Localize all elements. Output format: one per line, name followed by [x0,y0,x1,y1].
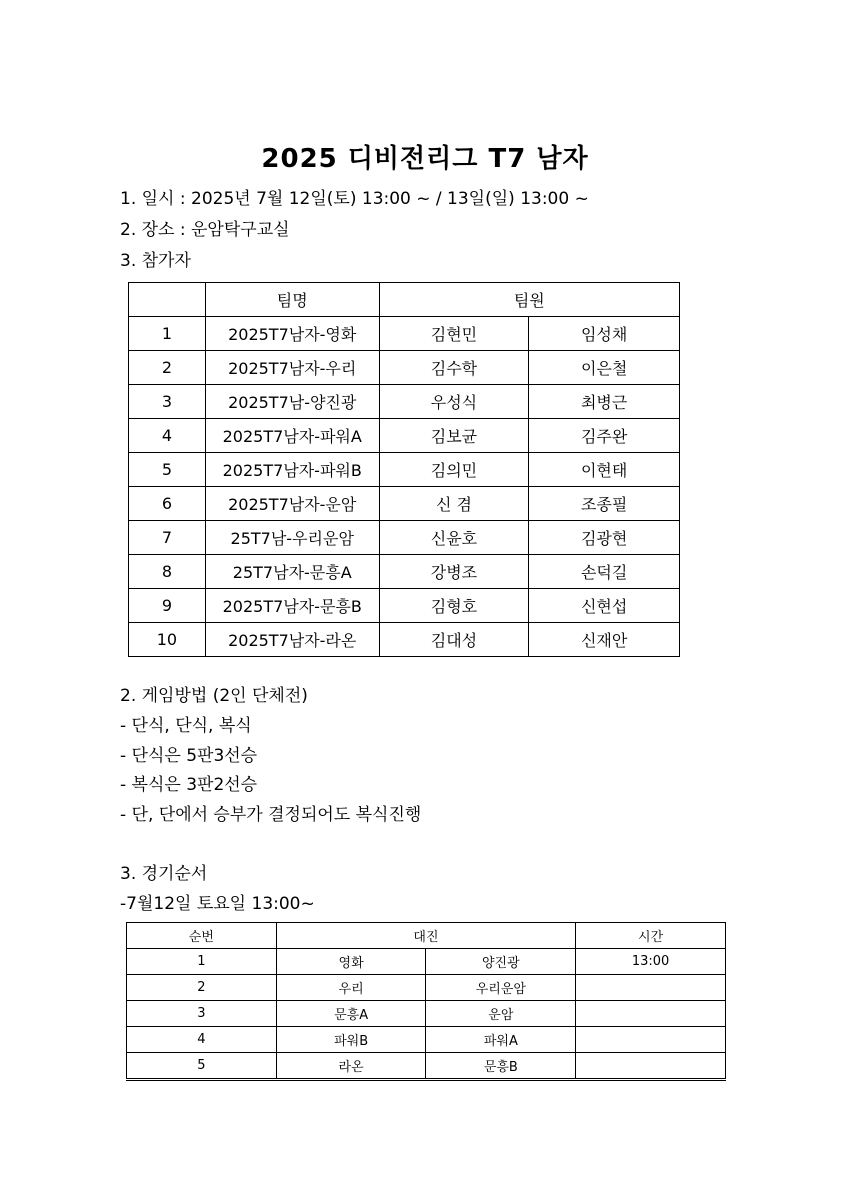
team-member: 조종필 [529,487,680,521]
match-no: 5 [127,1053,277,1080]
team-member: 이현태 [529,453,680,487]
table-row [129,351,680,385]
game-method-item: - 단식은 5판3선승 [120,746,258,766]
header-order: 순번 [127,923,277,949]
team-member: 김광현 [529,521,680,555]
table-row [129,521,680,555]
teams-table [128,282,680,657]
team-no: 5 [129,453,206,487]
match-team-a: 라온 [276,1053,426,1080]
game-method-item: - 단, 단에서 승부가 결정되어도 복식진행 [120,805,422,825]
match-team-b: 우리운암 [426,975,576,1001]
team-name: 2025T7남자-운암 [205,487,379,521]
team-member: 우성식 [379,385,529,419]
team-member: 신윤호 [379,521,529,555]
header-team: 팀명 [205,283,379,317]
header-match: 대진 [276,923,575,949]
team-no: 10 [129,623,206,657]
team-member: 손덕길 [529,555,680,589]
team-member: 김형호 [379,589,529,623]
header-members: 팀원 [379,283,679,317]
table-row [129,317,680,351]
team-member: 신현섭 [529,589,680,623]
table-row [129,453,680,487]
team-name: 2025T7남자-영화 [205,317,379,351]
team-member: 김의민 [379,453,529,487]
team-name: 2025T7남자-파워B [205,453,379,487]
team-no: 1 [129,317,206,351]
teams-header-row [129,283,680,317]
team-member: 이은철 [529,351,680,385]
team-no: 8 [129,555,206,589]
match-team-b: 문흥B [426,1053,576,1080]
team-name: 25T7남자-문흥A [205,555,379,589]
team-name: 2025T7남자-파워A [205,419,379,453]
team-no: 2 [129,351,206,385]
header-no [129,283,206,317]
table-row [127,949,726,975]
schedule-header-row [127,923,726,949]
order-day: -7월12일 토요일 13:00~ [120,894,315,914]
team-name: 2025T7남자-라온 [205,623,379,657]
team-member: 신재안 [529,623,680,657]
table-row [129,623,680,657]
match-no: 4 [127,1027,277,1053]
team-no: 7 [129,521,206,555]
match-team-b: 파워A [426,1027,576,1053]
table-row [129,385,680,419]
table-row [127,1027,726,1053]
order-heading: 3. 경기순서 [120,864,208,884]
match-team-b: 운암 [426,1001,576,1027]
team-no: 6 [129,487,206,521]
game-method-item: - 복식은 3판2선승 [120,775,258,795]
match-time [576,975,726,1001]
team-member: 신 겸 [379,487,529,521]
table-row [129,555,680,589]
table-row [129,419,680,453]
team-name: 2025T7남자-우리 [205,351,379,385]
participants-heading: 3. 참가자 [120,251,191,271]
schedule-table [126,922,726,1081]
game-method-heading: 2. 게임방법 (2인 단체전) [120,686,308,706]
place-line: 2. 장소 : 운암탁구교실 [120,220,290,240]
team-member: 최병근 [529,385,680,419]
match-team-a: 파워B [276,1027,426,1053]
match-no: 1 [127,949,277,975]
date-line: 1. 일시 : 2025년 7월 12일(토) 13:00 ~ / 13일(일) 13:00 ~ [120,189,589,209]
match-time [576,1053,726,1080]
match-time: 13:00 [576,949,726,975]
team-no: 4 [129,419,206,453]
match-time [576,1001,726,1027]
team-member: 김현민 [379,317,529,351]
match-team-a: 문흥A [276,1001,426,1027]
match-team-b: 양진광 [426,949,576,975]
team-name: 2025T7남-양진광 [205,385,379,419]
match-team-a: 우리 [276,975,426,1001]
team-name: 2025T7남자-문흥B [205,589,379,623]
table-row [127,1001,726,1027]
table-row [127,975,726,1001]
header-time: 시간 [576,923,726,949]
match-time [576,1027,726,1053]
table-row [127,1053,726,1080]
team-member: 김주완 [529,419,680,453]
table-row [129,487,680,521]
team-member: 김대성 [379,623,529,657]
match-no: 2 [127,975,277,1001]
team-member: 강병조 [379,555,529,589]
table-row [129,589,680,623]
page-title: 2025 디비전리그 T7 남자 [261,144,589,174]
team-name: 25T7남-우리운암 [205,521,379,555]
team-member: 김보균 [379,419,529,453]
team-no: 9 [129,589,206,623]
match-no: 3 [127,1001,277,1027]
game-method-item: - 단식, 단식, 복식 [120,716,252,736]
team-member: 김수학 [379,351,529,385]
match-team-a: 영화 [276,949,426,975]
team-member: 임성채 [529,317,680,351]
team-no: 3 [129,385,206,419]
